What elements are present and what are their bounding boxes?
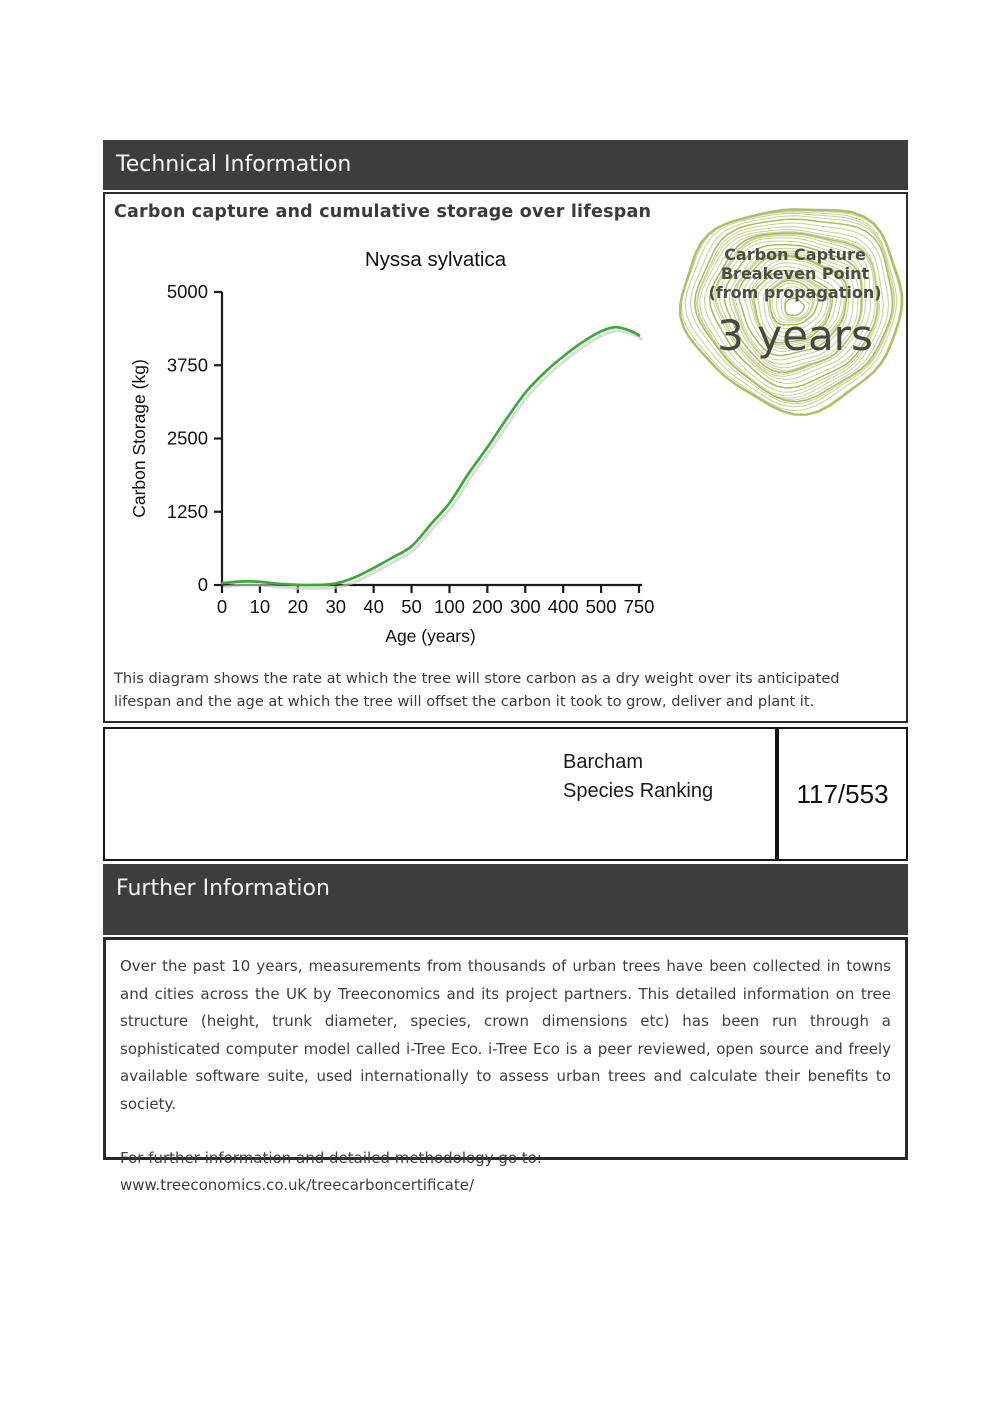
technical-information-title: Technical Information — [116, 152, 352, 177]
svg-text:5000: 5000 — [166, 281, 208, 302]
chart-section-subtitle: Carbon capture and cumulative storage over lifespan — [114, 202, 652, 222]
breakeven-years-value: 3 years — [717, 311, 873, 360]
ranking-label-line-1: Barcham — [563, 751, 644, 773]
further-information-header — [103, 864, 908, 935]
carbon-breakeven-badge — [679, 193, 911, 419]
svg-text:Carbon Storage (kg): Carbon Storage (kg) — [129, 359, 149, 518]
svg-text:3750: 3750 — [166, 354, 208, 376]
svg-text:Age (years): Age (years) — [385, 626, 476, 646]
svg-text:20: 20 — [287, 596, 309, 617]
technical-information-header — [103, 140, 908, 190]
breakeven-badge-text — [679, 245, 911, 358]
badge-title-line-1: Carbon Capture — [724, 245, 866, 264]
svg-text:Nyssa sylvatica: Nyssa sylvatica — [364, 248, 507, 271]
chart-caption: This diagram shows the rate at which the tree will store carbon as a dry weight over its anticipated lifespan and the age at which the tree will offset the carbon it took to grow, deliver and plant it. — [114, 670, 840, 710]
svg-text:750: 750 — [623, 596, 655, 617]
species-ranking-label — [563, 748, 713, 806]
svg-text:2500: 2500 — [166, 427, 208, 449]
species-ranking-value: 117/553 — [796, 778, 889, 809]
svg-text:0: 0 — [216, 596, 228, 617]
svg-text:300: 300 — [509, 596, 541, 617]
svg-text:0: 0 — [197, 574, 208, 595]
ranking-label-line-2: Species Ranking — [563, 780, 714, 802]
svg-text:200: 200 — [471, 596, 503, 617]
species-ranking-box — [103, 727, 908, 861]
ranking-value-cell — [779, 729, 906, 859]
badge-title-line-2: Breakeven Point — [720, 264, 870, 283]
methodology-url-line: For further information and detailed methodology go to: www.treeconomics.co.uk/treecarboncertificate/ — [120, 1148, 542, 1195]
further-information-box — [103, 937, 908, 1195]
svg-text:10: 10 — [249, 596, 271, 617]
svg-text:400: 400 — [547, 596, 579, 617]
methodology-paragraph: Over the past 10 years, measurements from thousands of urban trees have been collected in towns and cities across the UK by Treeconomics and its project partners. This detailed information on tree structure (height, trunk diameter, species, crown dimensions etc) has been run through a sophisticated computer model called i-Tree Eco. i-Tree Eco is a peer reviewed, open source and freely available software suite, used internationally to assess urban trees and calculate their benefits to society. — [120, 957, 891, 1113]
svg-text:1250: 1250 — [166, 500, 208, 522]
badge-title-line-3: (from propagation) — [708, 283, 882, 302]
svg-text:30: 30 — [325, 596, 347, 617]
svg-text:500: 500 — [585, 596, 617, 617]
svg-text:50: 50 — [401, 596, 422, 617]
further-information-title: Further Information — [116, 876, 330, 901]
svg-text:40: 40 — [363, 596, 384, 617]
svg-text:100: 100 — [434, 596, 465, 617]
